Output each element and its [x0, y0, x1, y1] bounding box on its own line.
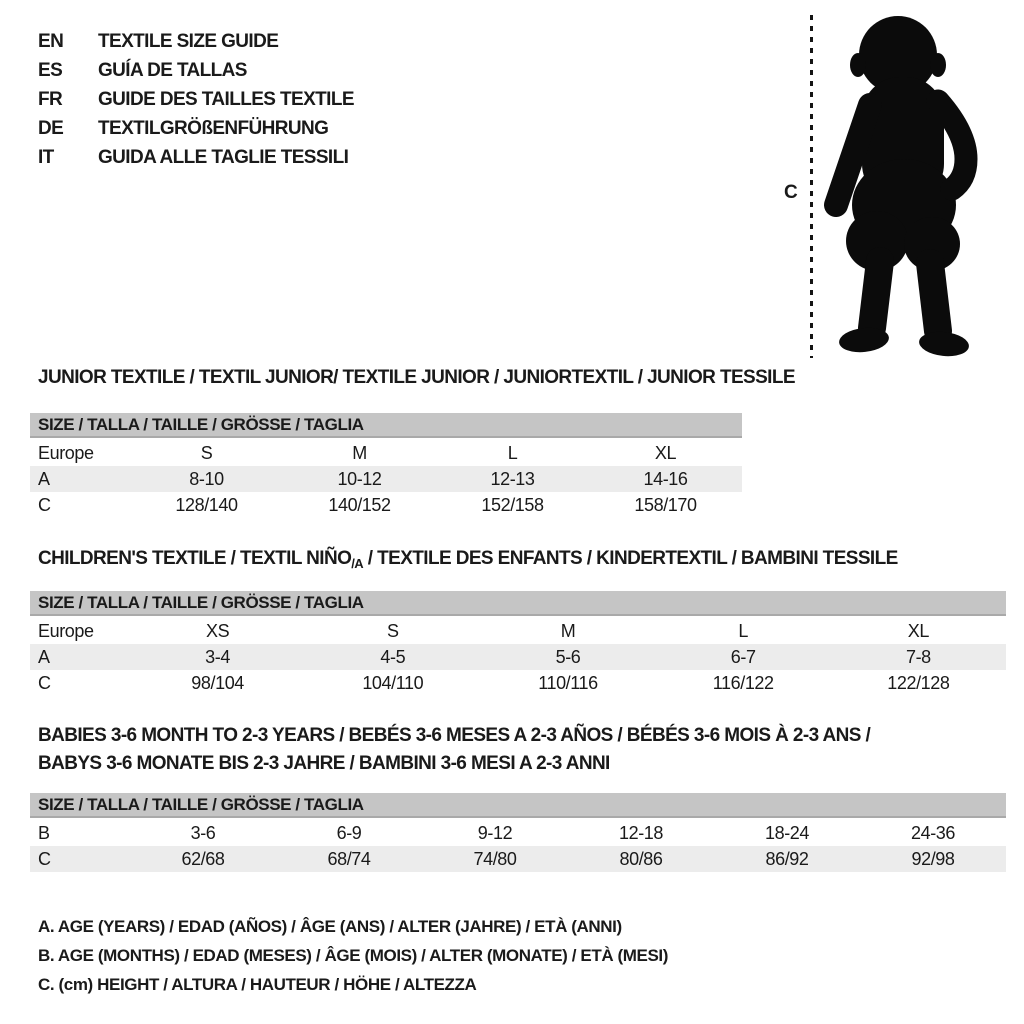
- language-title: TEXTILGRÖßENFÜHRUNG: [98, 117, 329, 139]
- language-row: [38, 27, 354, 56]
- size-cell: 6-9: [336, 822, 362, 843]
- size-cell: 80/86: [619, 848, 663, 869]
- table-row: [30, 492, 742, 518]
- language-row: [38, 85, 354, 114]
- language-title: GUÍA DE TALLAS: [98, 59, 247, 81]
- language-title: GUIDA ALLE TAGLIE TESSILI: [98, 146, 349, 168]
- language-code: IT: [38, 146, 54, 168]
- table-row: [30, 466, 742, 492]
- note-height-cm: C. (cm) HEIGHT / ALTURA / HAUTEUR / HÖHE / ALTEZZA: [38, 975, 477, 994]
- size-cell: XL: [654, 442, 677, 463]
- size-cell: 92/98: [911, 848, 955, 869]
- size-cell: 104/110: [362, 672, 424, 693]
- size-cell: 3-4: [205, 646, 230, 667]
- size-cell: 140/152: [328, 494, 391, 515]
- size-cell: 18-24: [764, 822, 810, 843]
- size-cell: M: [352, 442, 367, 463]
- language-title: GUIDE DES TAILLES TEXTILE: [98, 88, 354, 110]
- size-header-bar: SIZE / TALLA / TAILLE / GRÖSSE / TAGLIA: [30, 591, 1006, 616]
- size-cell: 3-6: [190, 822, 216, 843]
- size-cell: 24-36: [910, 822, 956, 843]
- size-cell: XS: [205, 620, 230, 641]
- table-row: [30, 846, 1006, 872]
- childrens-heading-prefix: CHILDREN'S TEXTILE / TEXTIL NIÑO: [38, 548, 352, 569]
- row-label: C: [38, 494, 51, 515]
- childrens-table-rows: [30, 618, 1006, 696]
- size-cell: 74/80: [473, 848, 517, 869]
- size-cell: L: [507, 442, 518, 463]
- size-cell: 128/140: [175, 494, 238, 515]
- size-cell: 116/122: [712, 672, 774, 693]
- size-cell: 6-7: [730, 646, 756, 667]
- table-row: [30, 670, 1006, 696]
- size-cell: S: [386, 620, 399, 641]
- row-label: C: [38, 672, 51, 693]
- height-label-c: C: [784, 182, 798, 203]
- babies-heading-line1: BABIES 3-6 MONTH TO 2-3 YEARS / BEBÉS 3-6 MESES A 2-3 AÑOS / BÉBÉS 3-6 MOIS À 2-3 ANS /: [38, 725, 871, 746]
- junior-textile-heading: JUNIOR TEXTILE / TEXTIL JUNIOR/ TEXTILE JUNIOR / JUNIORTEXTIL / JUNIOR TESSILE: [38, 367, 795, 388]
- table-row: [30, 440, 742, 466]
- babies-table-rows: [30, 820, 1006, 872]
- size-cell: 152/158: [481, 494, 544, 515]
- size-cell: XL: [907, 620, 929, 641]
- size-cell: 158/170: [634, 494, 697, 515]
- language-row: [38, 143, 354, 172]
- size-cell: 8-10: [189, 468, 224, 489]
- row-label: Europe: [38, 442, 94, 463]
- table-row: [30, 820, 1006, 846]
- size-cell: 4-5: [380, 646, 406, 667]
- junior-table-rows: [30, 440, 742, 518]
- babies-heading-line2: BABYS 3-6 MONATE BIS 2-3 JAHRE / BAMBINI 3-6 MESI A 2-3 ANNI: [38, 753, 610, 774]
- size-cell: 10-12: [337, 468, 382, 489]
- size-cell: 12-13: [490, 468, 535, 489]
- size-header-bar: SIZE / TALLA / TAILLE / GRÖSSE / TAGLIA: [30, 793, 1006, 818]
- size-cell: L: [738, 620, 748, 641]
- row-label: A: [38, 646, 50, 667]
- table-row: [30, 644, 1006, 670]
- language-row: [38, 114, 354, 143]
- size-cell: 9-12: [477, 822, 513, 843]
- childrens-textile-heading: [38, 548, 898, 575]
- language-code: ES: [38, 59, 63, 81]
- size-cell: 14-16: [643, 468, 688, 489]
- childrens-size-table: [30, 591, 1006, 696]
- size-cell: 98/104: [191, 672, 244, 693]
- childrens-heading-suffix: / TEXTILE DES ENFANTS / KINDERTEXTIL / BAMBINI TESSILE: [363, 548, 898, 569]
- language-code: FR: [38, 88, 63, 110]
- row-label: B: [38, 822, 50, 843]
- table-row: [30, 618, 1006, 644]
- size-cell: 86/92: [765, 848, 809, 869]
- height-dotted-line: [810, 15, 813, 358]
- size-cell: 68/74: [327, 848, 371, 869]
- size-cell: 12-18: [618, 822, 664, 843]
- size-cell: 110/116: [538, 672, 598, 693]
- size-cell: S: [200, 442, 213, 463]
- row-label: A: [38, 468, 50, 489]
- size-cell: 5-6: [555, 646, 581, 667]
- language-code: DE: [38, 117, 64, 139]
- babies-size-table: [30, 793, 1006, 872]
- footnotes: [38, 912, 668, 999]
- toddler-silhouette-icon: [820, 13, 992, 359]
- language-title-list: [38, 27, 354, 172]
- note-age-years: A. AGE (YEARS) / EDAD (AÑOS) / ÂGE (ANS) / ALTER (JAHRE) / ETÀ (ANNI): [38, 917, 622, 936]
- row-label: Europe: [38, 620, 94, 641]
- size-cell: 122/128: [887, 672, 950, 693]
- nino-a-subscript: /A: [351, 556, 364, 571]
- language-row: [38, 56, 354, 85]
- size-header-bar: SIZE / TALLA / TAILLE / GRÖSSE / TAGLIA: [30, 413, 742, 438]
- row-label: C: [38, 848, 51, 869]
- size-cell: 62/68: [181, 848, 225, 869]
- size-cell: 7-8: [905, 646, 931, 667]
- junior-size-table: [30, 413, 742, 518]
- note-age-months: B. AGE (MONTHS) / EDAD (MESES) / ÂGE (MOIS) / ALTER (MONATE) / ETÀ (MESI): [38, 946, 668, 965]
- language-title: TEXTILE SIZE GUIDE: [98, 30, 279, 52]
- babies-textile-heading: [38, 722, 870, 778]
- size-cell: M: [560, 620, 576, 641]
- language-code: EN: [38, 30, 64, 52]
